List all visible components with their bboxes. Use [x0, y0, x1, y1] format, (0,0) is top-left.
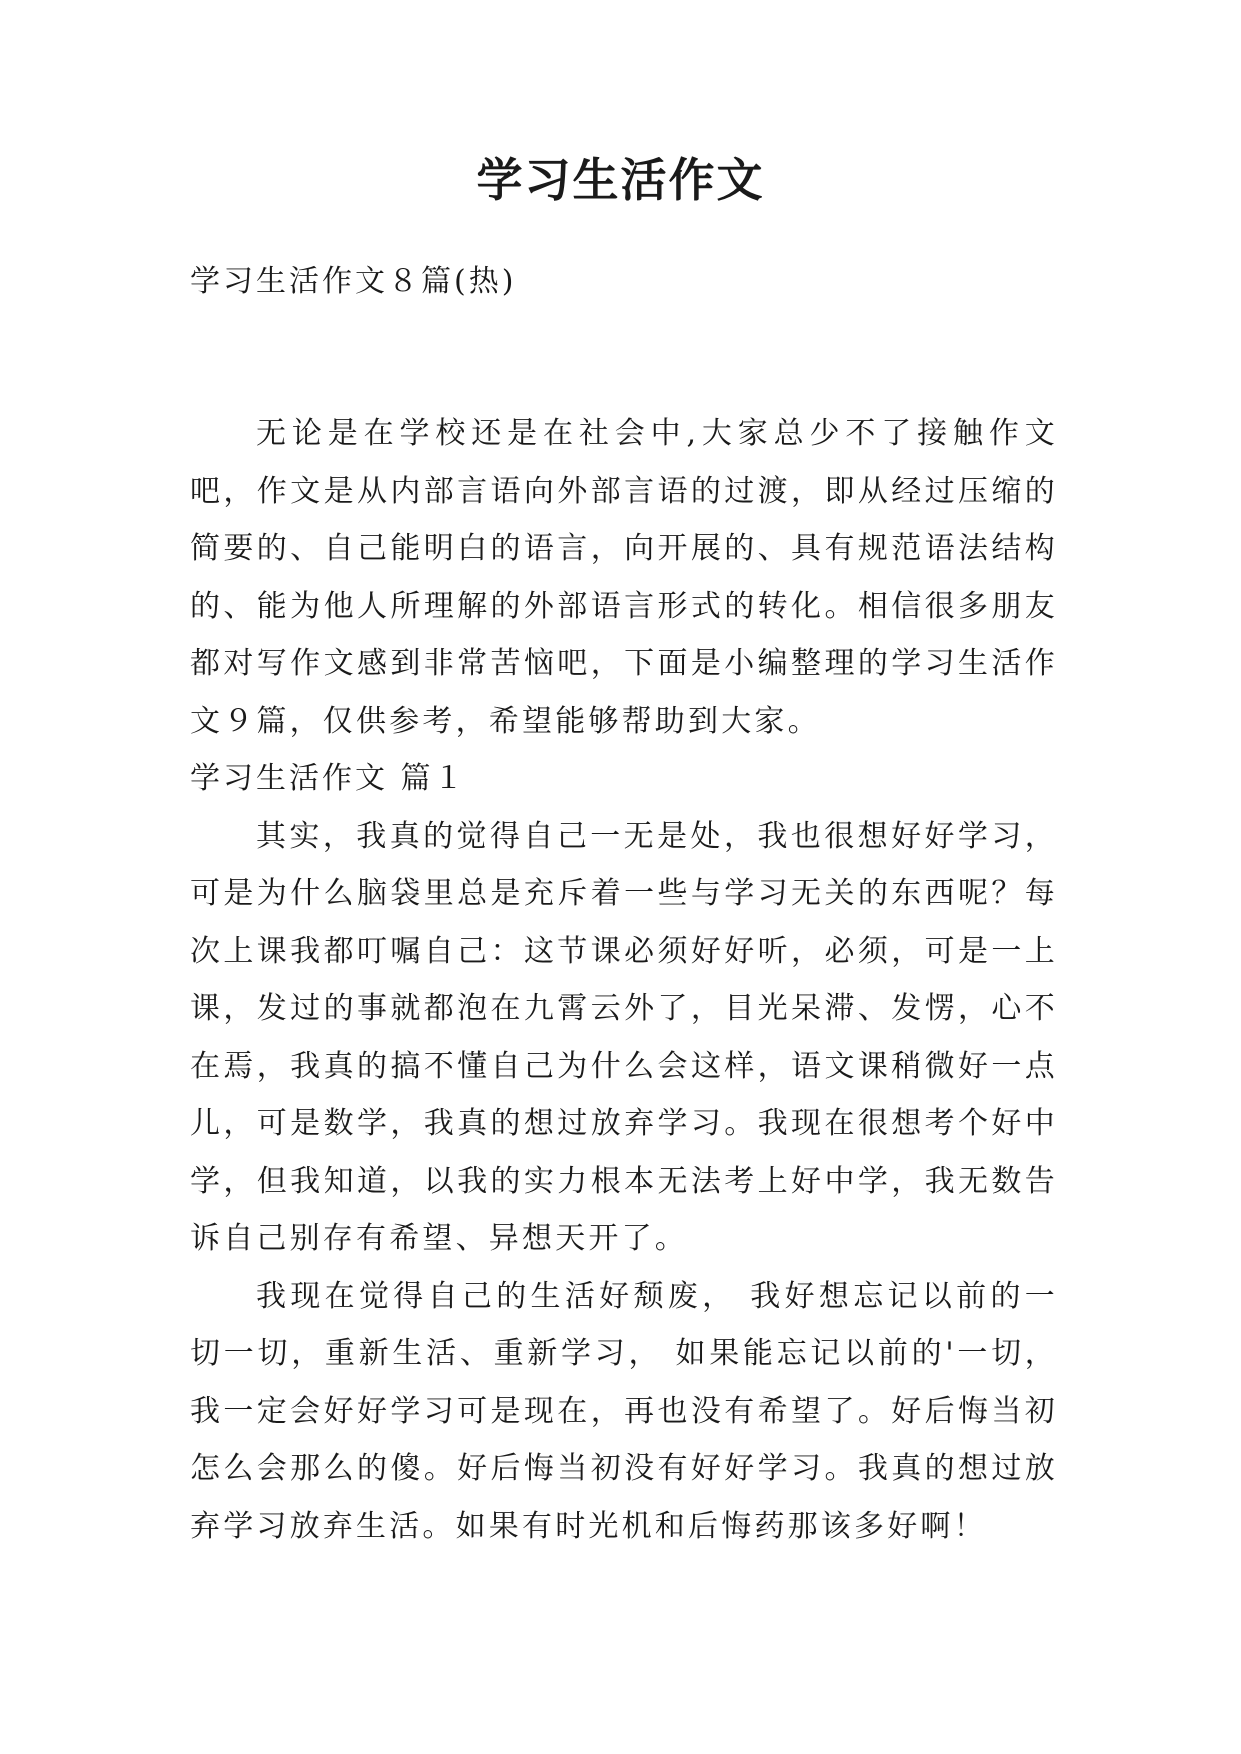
document-title: 学习生活作文: [476, 153, 765, 207]
document-body: [190, 405, 1058, 1555]
section-heading: 学习生活作文 篇１: [190, 761, 467, 796]
intro-paragraph: 无论是在学校还是在社会中,大家总少不了接触作文吧，作文是从内部言语向外部言语的过渡，即从经过压缩的简要的、自己能明白的语言，向开展的、具有规范语法结构的、能为他人所理解的外部语言形式的转化。相信很多朋友都对写作文感到非常苦恼吧，下面是小编整理的学习生活作文９篇，仅供参考，希望能够帮助到大家。: [190, 416, 1058, 739]
body-paragraph-2: 我现在觉得自己的生活好颓废， 我好想忘记以前的一切一切，重新生活、重新学习， 如果能忘记以前的'一切，我一定会好好学习可是现在，再也没有希望了。好后悔当初怎么会那么的傻。好后悔当初没有好好学习。我真的想过放弃学习放弃生活。如果有时光机和后悔药那该多好啊！: [190, 1278, 1058, 1544]
document-subtitle: 学习生活作文８篇(热): [190, 264, 517, 299]
body-paragraph-1: 其实，我真的觉得自己一无是处，我也很想好好学习，可是为什么脑袋里总是充斥着一些与学习无关的东西呢？每次上课我都叮嘱自己：这节课必须好好听，必须，可是一上课，发过的事就都泡在九霄云外了，目光呆滞、发愣，心不在焉，我真的搞不懂自己为什么会这样，语文课稍微好一点儿，可是数学，我真的想过放弃学习。我现在很想考个好中学，但我知道，以我的实力根本无法考上好中学，我无数告诉自己别存有希望、异想天开了。: [190, 818, 1058, 1256]
